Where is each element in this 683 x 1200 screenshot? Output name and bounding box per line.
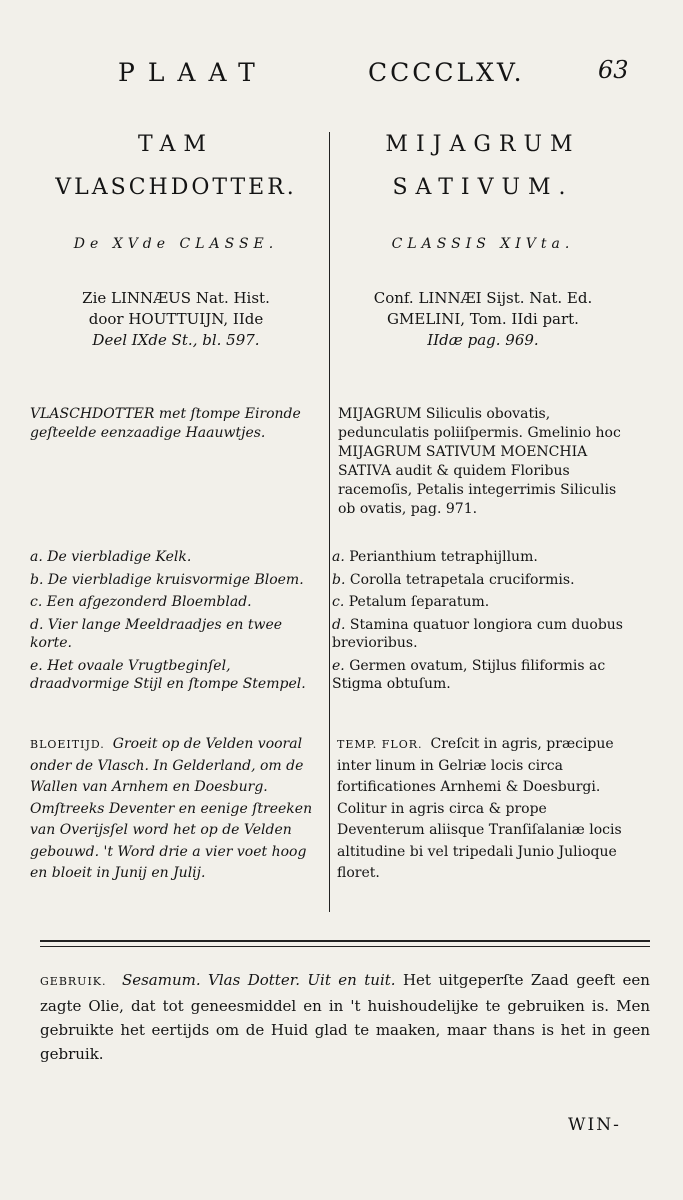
left-class: De XVde CLASSE. [73, 236, 279, 252]
rule-thin [40, 946, 650, 947]
list-item: d. Vier lange Meeldraadjes en twee korte. [30, 616, 283, 651]
right-heading [338, 120, 628, 351]
gebruik-text: Het uitgeperſte Zaad geeft een zagte Olie, dat tot geneesmiddel en in 't huishoudelijke te gebruiken is. Men gebruikte het eertijds om de Huid glad te maaken, maar thans is het in geen gebruik. [40, 971, 650, 1063]
right-title-1: MIJAGRUM [385, 132, 581, 157]
right-flowering [337, 734, 627, 885]
page-number: 63 [598, 56, 629, 84]
left-flowering [30, 734, 324, 885]
left-reference [30, 288, 322, 351]
bloeitijd-label: BLOEITIJD. [30, 738, 105, 751]
list-item: d. Stamina quatuor longiora cum duobus brevioribus. [332, 616, 623, 651]
catchword: WIN- [568, 1115, 621, 1135]
left-parts-list [30, 548, 322, 698]
left-ref-line-2: door HOUTTUIJN, IIde [88, 310, 264, 328]
right-ref-line-2: GMELINI, Tom. IIdi part. [387, 310, 579, 328]
left-title-2: VLASCHDOTTER. [55, 175, 297, 200]
list-item: b. De vierbladige kruisvormige Bloem. [30, 571, 304, 588]
right-reference [338, 288, 628, 351]
right-ref-line-1: Conf. LINNÆI Sijst. Nat. Ed. [373, 289, 593, 307]
list-item: a. De vierbladige Kelk. [30, 549, 192, 565]
left-title-1: TAM [138, 132, 214, 157]
right-title-2: SATIVUM. [392, 175, 574, 200]
right-ref-line-3: IIdæ pag. 969. [427, 331, 539, 349]
left-description: VLASCHDOTTER met ſtompe Eironde geſteelde eenzaadige Haauwtjes. [30, 406, 301, 441]
left-ref-line-1: Zie LINNÆUS Nat. Hist. [82, 289, 270, 307]
list-item: e. Germen ovatum, Stijlus filiformis ac Stigma obtuſum. [332, 657, 606, 692]
column-divider [329, 132, 330, 912]
plate-number: CCCCLXV. [368, 58, 525, 87]
running-header [0, 58, 683, 98]
list-item: b. Corolla tetrapetala cruciformis. [332, 571, 575, 588]
temp-flor-text: Creſcit in agris, præcipue inter linum in Gelriæ locis circa fortificationes Arnhemi & Doesburgi. Colitur in agris circa & prope Deventerum aliisque Tranſiſalaniæ locis altitudine bi vel tripedali Junio Julioque floret. [337, 736, 622, 881]
list-item: a. Perianthium tetraphijllum. [332, 549, 538, 565]
right-class: CLASSIS XIVta. [391, 236, 575, 252]
bloeitijd-text: Groeit op de Velden vooral onder de Vlasch. In Gelderland, om de Wallen van Arnhem en Doesburg. Omſtreeks Deventer en eenige ſtreeken van Overijsſel word het op de Velden gebouwd. 't Word drie a vier voet hoog en bloeit in Junij en Julij. [30, 736, 313, 881]
list-item: c. Een afgezonderd Bloemblad. [30, 594, 252, 610]
temp-flor-label: TEMP. FLOR. [337, 738, 423, 751]
usage-paragraph [40, 968, 650, 1066]
left-heading [30, 120, 322, 351]
list-item: c. Petalum ſeparatum. [332, 594, 490, 610]
list-item: e. Het ovaale Vrugtbeginſel, draadvormige Stijl en ſtompe Stempel. [30, 657, 306, 692]
plate-label: PLAAT [118, 58, 268, 87]
right-description: MIJAGRUM Siliculis obovatis, pedunculatis poliiſpermis. Gmelinio hoc MIJAGRUM SATIVUM MOENCHIA SATIVA audit & quidem Floribus racemoſis, Petalis integerrimis Siliculis ob ovatis, pag. 971. [338, 406, 621, 517]
left-ref-line-3: Deel IXde St., bl. 597. [92, 331, 260, 349]
right-parts-list [332, 548, 628, 698]
gebruik-label: GEBRUIK. [40, 975, 107, 988]
gebruik-names: Sesamum. Vlas Dotter. Uit en tuit. [121, 971, 396, 989]
rule-thick [40, 940, 650, 942]
